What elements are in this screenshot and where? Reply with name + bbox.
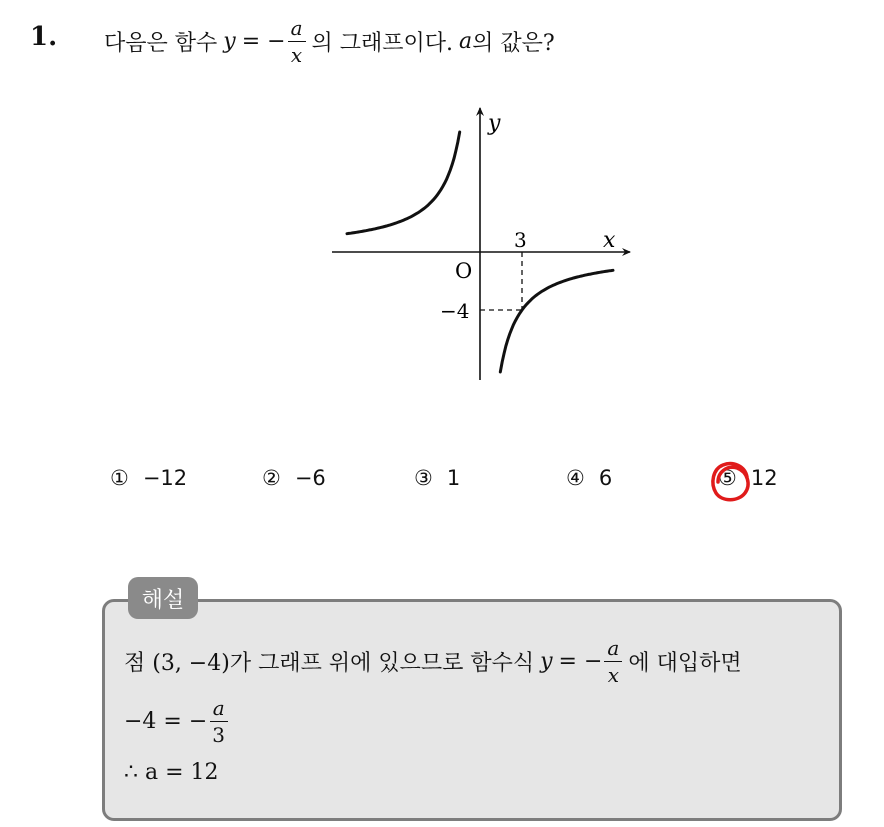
choice-2[interactable] <box>262 466 326 490</box>
choice-2-mark: ② <box>262 466 281 490</box>
choice-5-mark: ⑤ <box>718 466 737 490</box>
fraction-numerator: a <box>288 18 306 42</box>
question-text-after: 의 그래프이다. <box>311 31 454 56</box>
question-text-before: 다음은 함수 <box>104 31 218 56</box>
curve-branch-right <box>500 270 613 372</box>
solution-line-1-post: 에 대입하면 <box>628 651 742 676</box>
choice-1-value: −12 <box>142 466 188 490</box>
choice-3-value: 1 <box>446 466 461 490</box>
question-text-end: 의 값은? <box>472 31 555 56</box>
function-lhs: y <box>223 29 236 54</box>
solution-line-1-lhs: y <box>540 649 553 674</box>
choice-4[interactable] <box>566 466 612 490</box>
solution-line-1-eq: = − <box>558 649 603 674</box>
question-number: 1. <box>30 22 58 52</box>
solution-line-1 <box>124 638 742 685</box>
choice-1[interactable] <box>110 466 187 490</box>
solution-line-2-numerator: a <box>210 698 228 722</box>
solution-line-2 <box>124 698 234 745</box>
choice-1-mark: ① <box>110 466 129 490</box>
y-axis-label: y <box>488 111 501 136</box>
choice-4-mark: ④ <box>566 466 585 490</box>
function-equals: = − <box>241 29 286 54</box>
solution-line-2-lhs: −4 = − <box>124 709 208 734</box>
solution-line-1-fraction <box>604 638 622 685</box>
solution-line-2-fraction <box>209 698 228 745</box>
x-axis-label: x <box>603 228 616 253</box>
x-tick-label: 3 <box>514 228 527 252</box>
solution-tag: 해설 <box>128 577 198 619</box>
fraction-denominator: x <box>290 43 303 67</box>
choice-2-value: −6 <box>294 466 326 490</box>
origin-label: O <box>455 259 473 283</box>
choice-5-value: 12 <box>750 466 778 490</box>
solution-line-3: ∴ a = 12 <box>124 760 219 785</box>
solution-line-2-denominator: 3 <box>212 723 226 747</box>
y-tick-label: −4 <box>440 299 470 323</box>
choice-3-mark: ③ <box>414 466 433 490</box>
choice-4-value: 6 <box>598 466 613 490</box>
curve-branch-left <box>347 132 460 234</box>
choice-3[interactable] <box>414 466 460 490</box>
selected-answer-circle-icon <box>707 457 755 505</box>
solution-line-1-denominator: x <box>607 663 619 687</box>
solution-line-1-numerator: a <box>604 638 622 662</box>
solution-line-1-pre: 점 (3, −4)가 그래프 위에 있으므로 함수식 <box>124 651 535 676</box>
variable-a: a <box>459 29 473 54</box>
